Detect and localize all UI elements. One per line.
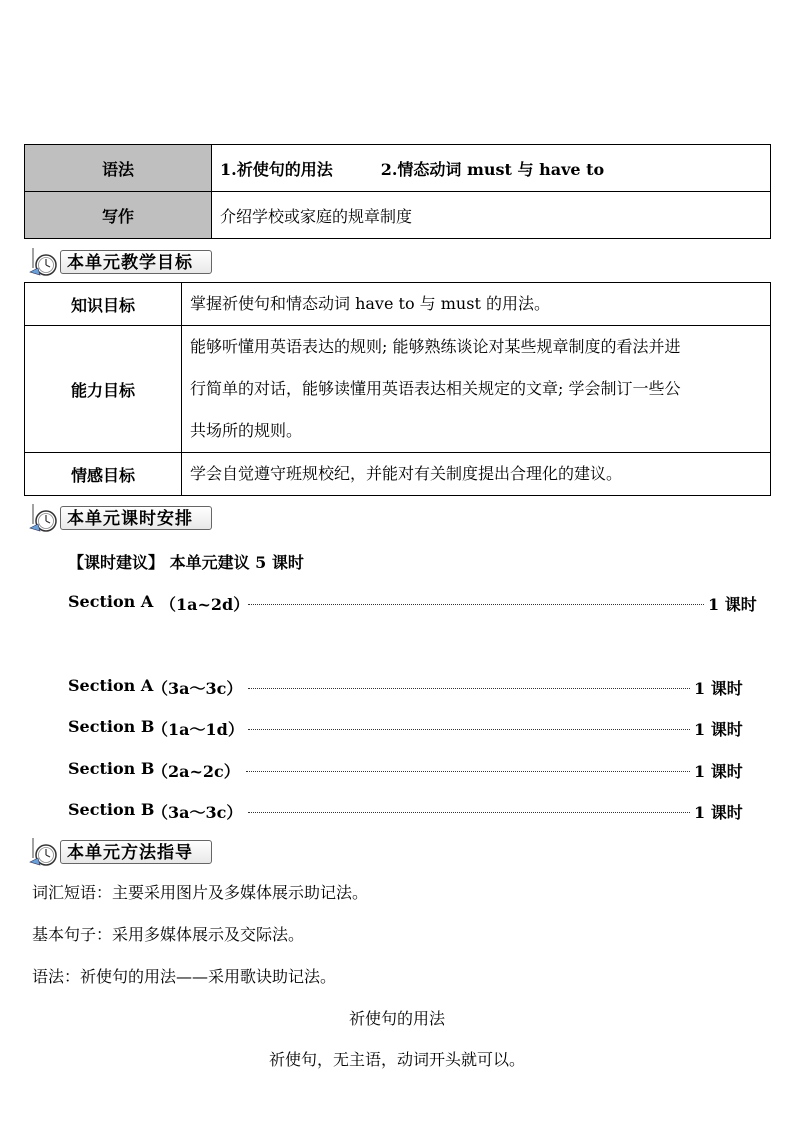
goal-label: 知识目标 <box>25 283 182 326</box>
leader-dots <box>248 688 690 689</box>
section-title: 本单元教学目标 <box>60 250 212 274</box>
schedule-hours: 1 课时 <box>694 679 743 698</box>
overview-table <box>24 144 771 239</box>
poem-line: 祈使句，无主语，动词开头就可以。 <box>268 1050 525 1069</box>
leader-dots <box>248 812 690 813</box>
schedule-section-name: Section B <box>68 800 155 819</box>
overview-label: 语法 <box>25 145 212 192</box>
schedule-section-name: Section B <box>68 759 155 778</box>
overview-row-writing <box>25 192 771 239</box>
schedule-range: （1a～1d） <box>152 720 244 739</box>
section-header-schedule <box>28 504 214 530</box>
clock-icon <box>28 248 64 278</box>
poem-title: 祈使句的用法 <box>348 1009 445 1028</box>
schedule-range: （3a～3c） <box>152 803 243 822</box>
schedule-range: （2a~2c） <box>152 762 240 781</box>
goal-value-line: 行简单的对话，能够读懂用英语表达相关规定的文章; 学会制订一些公 <box>190 379 681 398</box>
schedule-section-name: Section B <box>68 717 155 736</box>
leader-dots <box>248 729 690 730</box>
clock-icon <box>28 838 64 868</box>
schedule-suggestion: 【课时建议】 本单元建议 5 课时 <box>68 553 304 572</box>
schedule-range: （3a～3c） <box>152 679 243 698</box>
leader-dots <box>246 771 690 772</box>
schedule-hours: 1 课时 <box>694 762 743 781</box>
section-title: 本单元方法指导 <box>60 840 212 864</box>
goal-value: 学会自觉遵守班规校纪，并能对有关制度提出合理化的建议。 <box>182 453 771 496</box>
schedule-range: （1a~2d） <box>160 595 250 614</box>
section-header-methods <box>28 838 214 864</box>
schedule-section-name: Section A <box>68 676 154 695</box>
method-grammar: 语法：祈使句的用法——采用歌诀助记法。 <box>32 967 337 986</box>
overview-value: 介绍学校或家庭的规章制度 <box>212 192 771 239</box>
schedule-wrap-char <box>48 637 64 656</box>
method-vocab: 词汇短语：主要采用图片及多媒体展示助记法。 <box>32 883 369 902</box>
schedule-section-name: Section A <box>68 592 154 611</box>
overview-row-grammar <box>25 145 771 192</box>
goals-table <box>24 282 771 496</box>
schedule-hours: 1 课时 <box>694 803 743 822</box>
overview-value: 1.祈使句的用法 2.情态动词 must 与 have to <box>212 145 771 192</box>
goal-value <box>182 326 771 453</box>
goal-label: 情感目标 <box>25 453 182 496</box>
section-title: 本单元课时安排 <box>60 506 212 530</box>
schedule-wrap <box>32 634 64 657</box>
section-header-goals <box>28 248 214 274</box>
schedule-hours: 1 课时 <box>694 720 743 739</box>
method-sentences: 基本句子：采用多媒体展示及交际法。 <box>32 925 305 944</box>
goal-label: 能力目标 <box>25 326 182 453</box>
goal-value-line: 能够听懂用英语表达的规则; 能够熟练谈论对某些规章制度的看法并进 <box>190 337 681 356</box>
leader-dots <box>248 604 704 605</box>
goal-row-knowledge <box>25 283 771 326</box>
schedule-wrap-char <box>32 637 48 656</box>
overview-label: 写作 <box>25 192 212 239</box>
goal-row-ability <box>25 326 771 453</box>
goal-value-line: 共场所的规则。 <box>190 421 303 440</box>
schedule-hours: 1 课时 <box>708 595 757 614</box>
goal-value: 掌握祈使句和情态动词 have to 与 must 的用法。 <box>182 283 771 326</box>
clock-icon <box>28 504 64 534</box>
goal-row-emotion <box>25 453 771 496</box>
